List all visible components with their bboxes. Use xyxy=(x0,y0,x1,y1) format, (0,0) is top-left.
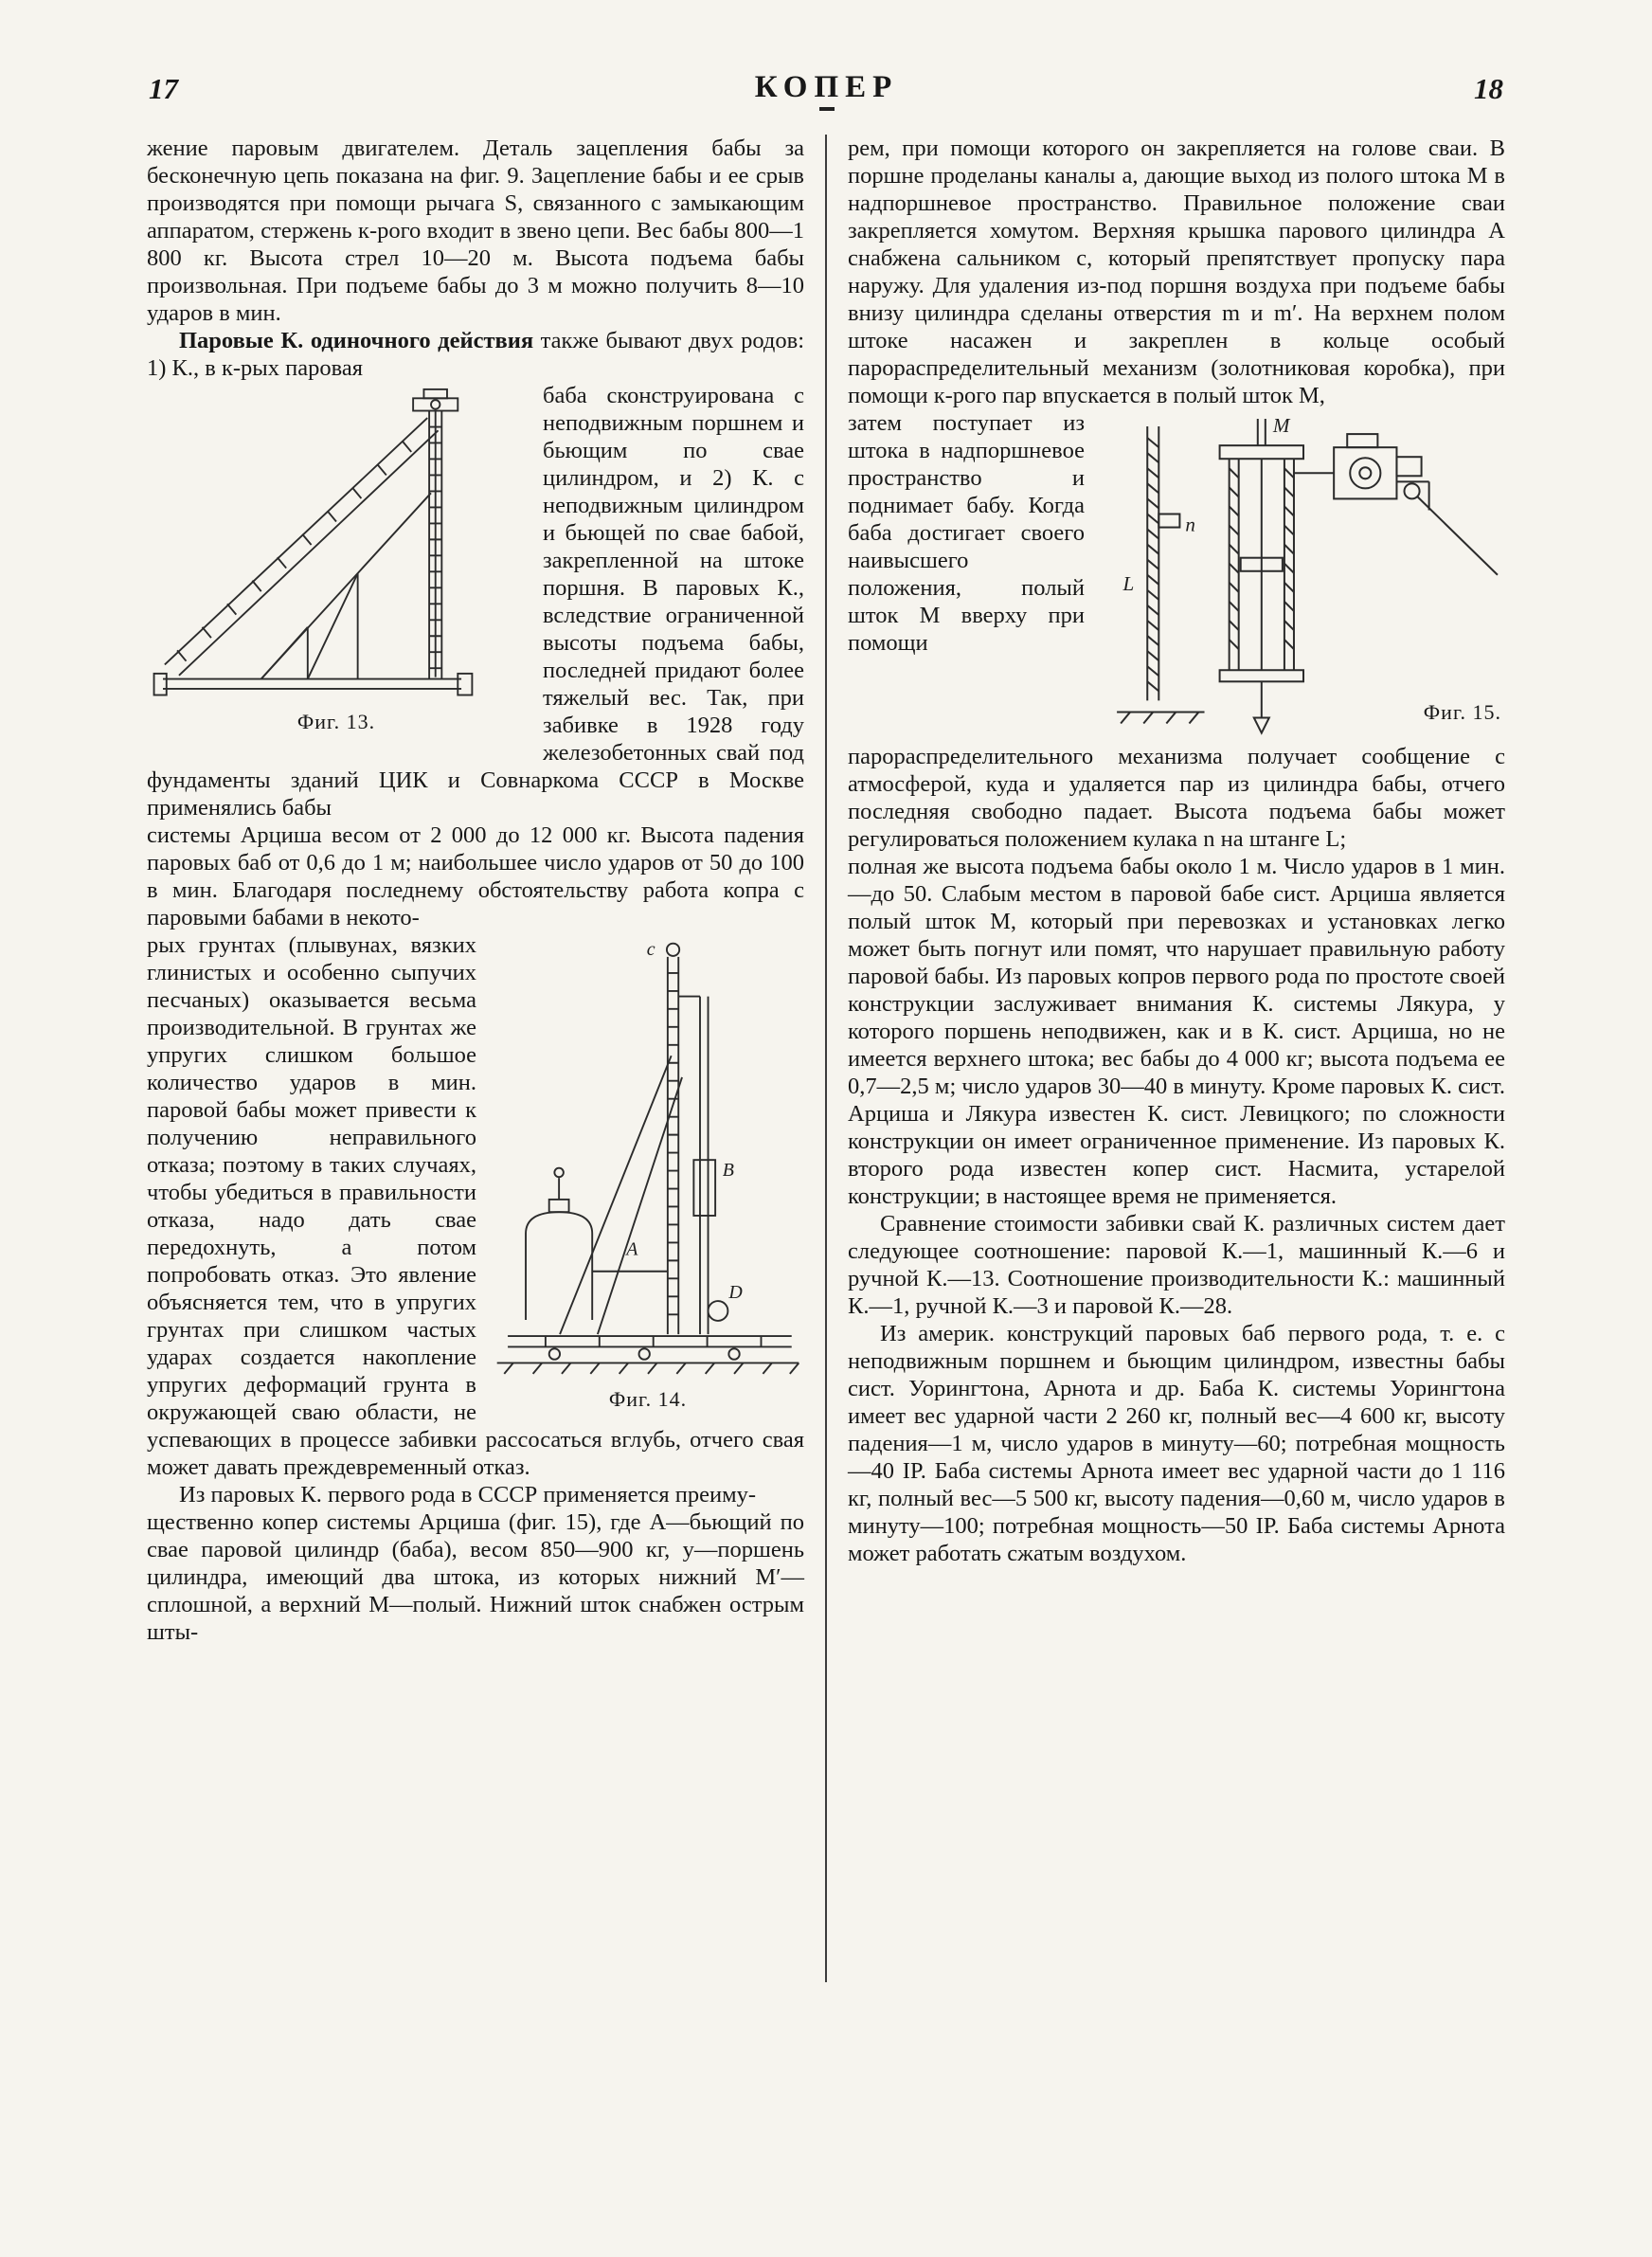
figure-13-caption: Фиг. 13. xyxy=(296,710,376,734)
paragraph: рых грунтах (плывунах, вязких глинистых и особенно сыпучих песчаных) оказывается весьма производительной. В грунтах же упругих слишком большое количество ударов в мин. паровой бабы может привести к получению неправильного отказа; поэтому в таких случаях, чтобы убедиться в правильности отказа, надо дать свае передохнуть, а потом попробовать отказ. Это явление объясняется тем, что в упругих грунтах при слишком частых ударах создается накопление упругих деформаций грунта в окружающей сваю области, не успевающих в процессе забивки рассосаться вглубь, отчего свая может давать преждевременный отказ. xyxy=(147,932,804,1480)
bold-term: Паровые К. одиночного действия xyxy=(179,328,534,353)
figure-15-caption: Фиг. 15. xyxy=(1423,699,1501,724)
page-header xyxy=(147,70,1506,111)
figure-label-B: B xyxy=(722,1160,734,1182)
figure-label-M: M xyxy=(1272,415,1290,438)
left-column xyxy=(147,135,804,1646)
page-number-left: 17 xyxy=(149,72,178,105)
figure-label-A: A xyxy=(626,1238,638,1260)
pile-driver-truss-figure xyxy=(147,388,526,702)
title-underline-mark xyxy=(819,107,835,111)
page-content xyxy=(147,135,1506,1646)
paragraph: щественно копер системы Арциша (фиг. 15), где A—бьющий по свае паровой цилиндр (баба), весом 850—900 кг, y—поршень цилиндра, имеющий два штока, из которых нижний M′—сплошной, а верхний M—полый. Нижний шток снабжен острым шты- xyxy=(147,1509,804,1645)
figure-label-L: L xyxy=(1122,571,1135,595)
paragraph xyxy=(147,327,804,382)
paragraph: системы Арциша весом от 2 000 до 12 000 кг. Высота падения паровых баб от 0,6 до 1 м; наибольшее число ударов от 50 до 100 в мин. Благодаря последнему обстоятельству работа копра с паровыми бабами в некото- xyxy=(147,822,804,930)
paragraph: затем поступает из штока в надпоршневое пространство и поднимает бабу. Когда баба достигает своего наивысшего положения, полый шток M вверху при помощи парораспределительного механизма получает сообщение с атмосферой, куда и удаляется пар из цилиндра бабы, отчего последняя свободно падает. Высота подъема бабы может регулироваться положением кулака n на штанге L; xyxy=(848,410,1505,852)
paragraph: Из америк. конструкций паровых баб первого рода, т. е. с неподвижным поршнем и бьющим цилиндром, известны бабы сист. Уорингтона, Арнота и др. Баба К. системы Уорингтона имеет вес ударной части 2 260 кг, полный вес—4 600 кг, высоту падения—1 м, число ударов в минуту—60; потребная мощность—40 IP. Баба системы Арнота имеет вес ударной части до 1 116 кг, полный вес—5 500 кг, высоту падения—0,60 м, число ударов в минуту—100; потребная мощность—50 IP. Баба системы Арнота может работать сжатым воздухом. xyxy=(848,1320,1505,1566)
paragraph: рем, при помощи которого он закрепляется на голове сваи. В поршне проделаны каналы a, дающие выход из полого штока M в надпоршневое пространство. Правильное положение сваи закрепляется хомутом. Верхняя крышка парового цилиндра A снабжена сальником c, который препятствует пропуску пара наружу. Для удаления из-под поршня воздуха при подъеме бабы внизу цилиндра сделаны отверстия m и m′. На верхнем полом штоке насажен и закреплен в кольце особый парораспределительный механизм (золотниковая коробка), при помощи к-рого пар впускается в полый шток M, xyxy=(848,135,1505,408)
paragraph: полная же высота подъема бабы около 1 м. Число ударов в 1 мин.—до 50. Слабым местом в паровой бабе сист. Арциша является полый шток M, который при перевозках и установках легко может быть погнут или помят, что нарушает правильную работу паровой бабы. Из паровых копров первого рода по простоте своей конструкции заслуживает внимания К. системы Лякура, у которого поршень неподвижен, как и в К. сист. Арциша, но не имеется верхнего штока; вес бабы до 4 000 кг; высота подъема ее 0,7—2,5 м; число ударов 30—40 в минуту. Кроме паровых К. сист. Арциша и Лякура известен К. сист. Левицкого; по сложности конструкции он имеет ограниченное применение. Из паровых К. второго рода известен копер сист. Насмита, устарелой конструкции; в настоящее время не применяется. xyxy=(848,853,1505,1209)
steam-hammer-section-figure xyxy=(1098,415,1505,739)
paragraph: Сравнение стоимости забивки свай К. различных систем дает следующее соотношение: паровой К.—1, машинный К.—6 и ручной К.—13. Соотношение производительности К.: машинный К.—1, ручной К.—3 и паровой К.—28. xyxy=(848,1210,1505,1319)
paragraph-text: также бывают двух родов: 1) К., в к-рых паровая xyxy=(147,328,805,381)
figure-label-D: D xyxy=(728,1282,743,1304)
paragraph: баба сконструирована с неподвижным поршнем и бьющим по свае цилиндром, и 2) К. с неподвижным цилиндром и бьющей по свае бабой, закрепленной на штоке поршня. В паровых К., вследствие ограниченной высоты подъема бабы, последней придают более тяжелый вес. Так, при забивке в 1928 году железобетонных свай под фундаменты зданий ЦИК и Совнаркома СССР в Москве применялись бабы xyxy=(147,383,804,821)
figure-13 xyxy=(147,388,526,735)
page-number-right: 18 xyxy=(1474,72,1503,105)
figure-14 xyxy=(492,937,804,1413)
figure-14-caption: Фиг. 14. xyxy=(608,1386,688,1411)
paragraph: жение паровым двигателем. Деталь зацепления бабы за бесконечную цепь показана на фиг. 9. Зацепление бабы и ее срыв производятся при помощи рычага S, связанного с замыкающим аппаратом, стержень к-рого входит в звено цепи. Вес бабы 800—1 800 кг. Высота стрел 10—20 м. Высота подъема бабы произвольная. При подъеме бабы до 3 м можно получить 8—10 ударов в мин. xyxy=(147,135,804,326)
steam-pile-driver-figure xyxy=(492,937,804,1380)
figure-label-c: c xyxy=(646,938,655,960)
figure-15 xyxy=(1098,415,1505,739)
figure-label-n: n xyxy=(1185,513,1195,536)
right-column xyxy=(848,135,1505,1646)
paragraph: Из паровых К. первого рода в СССР применяется преиму- xyxy=(179,1482,757,1508)
page-title: КОПЕР xyxy=(754,70,899,104)
